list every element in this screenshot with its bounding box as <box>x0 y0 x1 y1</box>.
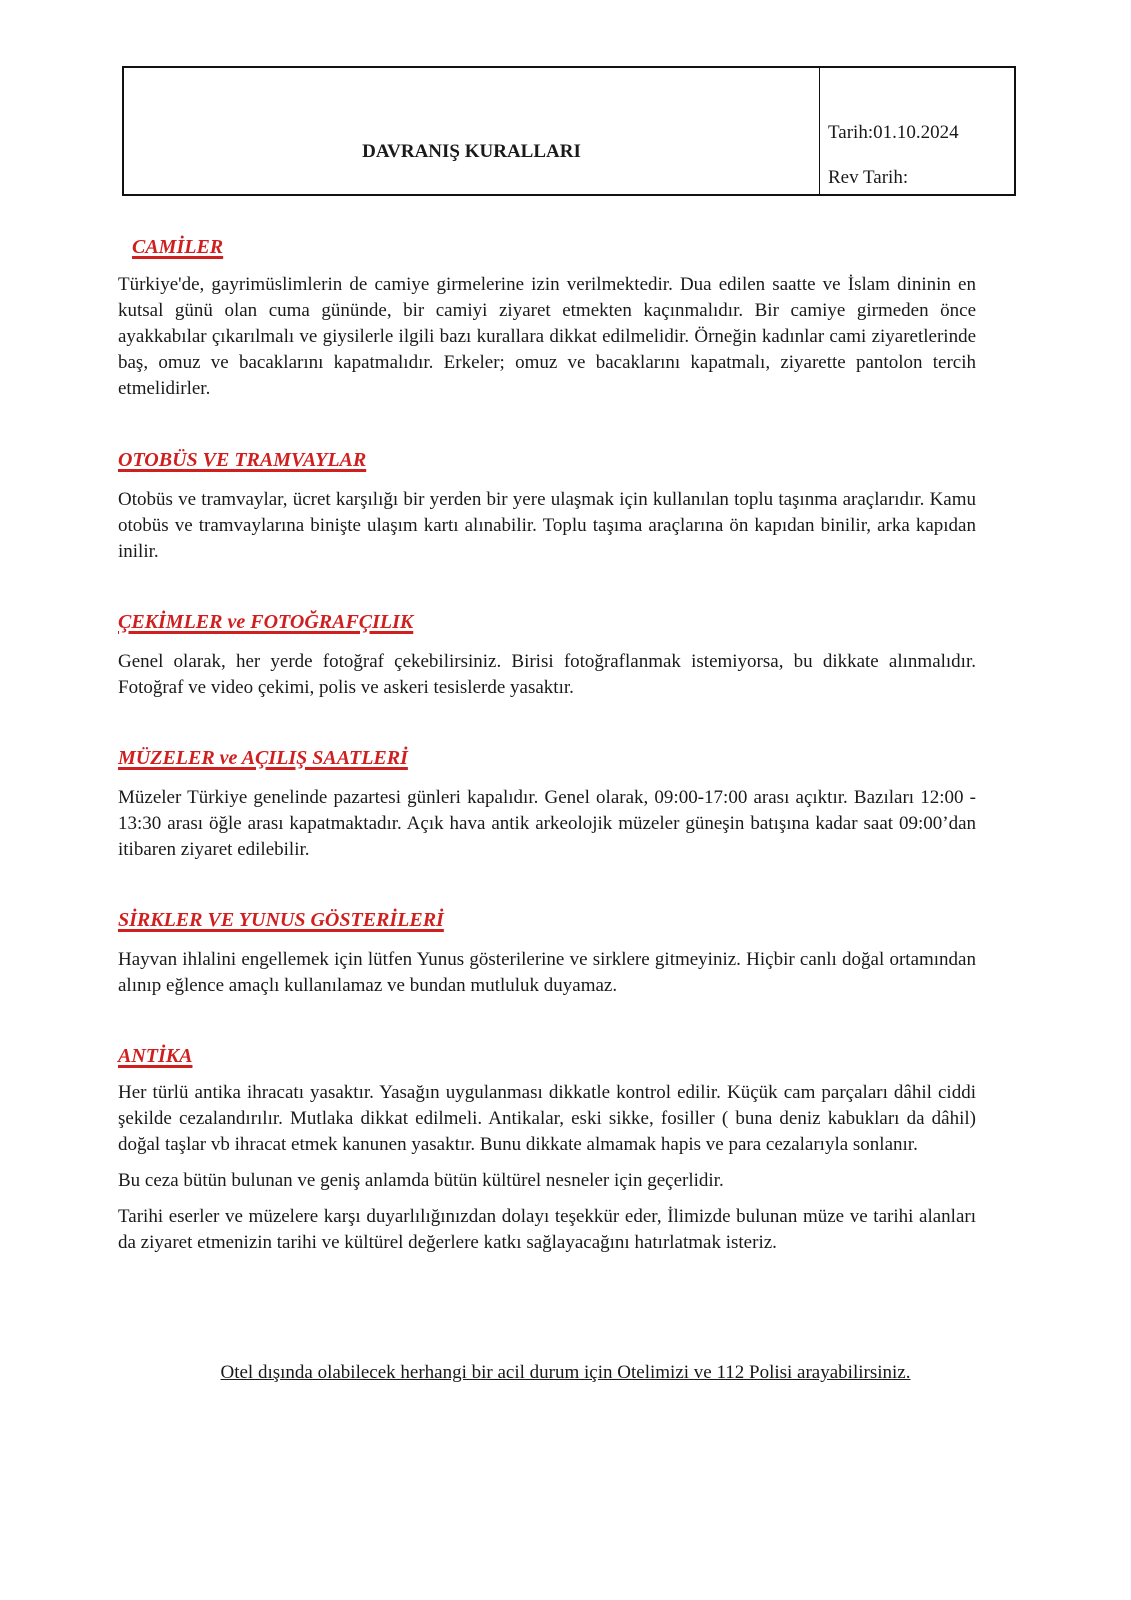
section-paragraph: Her türlü antika ihracatı yasaktır. Yasağın uygulanması dikkatle kontrol edilir. Küçük cam parçaları dâhil ciddi şekilde cezalandırılır. Mutlaka dikkat edilmeli. Antikalar, eski sikke, fosiller ( buna deniz kabukları da dâhil) doğal taşlar vb ihracat etmek kanunen yasaktır. Bunu dikkate almamak hapis ve para cezalarıyla sonlanır. <box>118 1082 976 1155</box>
section-paragraph: Bu ceza bütün bulunan ve geniş anlamda bütün kültürel nesneler için geçerlidir. <box>118 1170 724 1191</box>
section-heading: SİRKLER VE YUNUS GÖSTERİLERİ <box>118 909 444 931</box>
section-paragraph: Türkiye'de, gayrimüslimlerin de camiye girmelerine izin verilmektedir. Dua edilen saatte ve İslam dininin en kutsal günü olan cuma gününde, bir camiyi ziyaret etmekten kaçınmalıdır. Bir camiye girmeden önce ayakkabılar çıkarılmalı ve giysilerle ilgili bazı kurallara dikkat edilmelidir. Örneğin kadınlar cami ziyaretlerinde baş, omuz ve bacaklarını kapatmalıdır. Erkeler; omuz ve bacaklarını kapatmalı, ziyarette pantolon tercih etmelidirler. <box>118 274 976 399</box>
section-heading: ANTİKA <box>118 1045 193 1067</box>
section-otobus <box>118 449 976 575</box>
section-heading: OTOBÜS VE TRAMVAYLAR <box>118 449 367 471</box>
section-paragraph: Otobüs ve tramvaylar, ücret karşılığı bir yerden bir yere ulaşmak için kullanılan toplu taşınma araçlarıdır. Kamu otobüs ve tramvaylarına binişte ulaşım kartı alınabilir. Toplu taşıma araçlarına ön kapıdan binilir, arka kapıdan inilir. <box>118 489 976 562</box>
section-paragraph: Müzeler Türkiye genelinde pazartesi günleri kapalıdır. Genel olarak, 09:00-17:00 arası açıktır. Bazıları 12:00 - 13:30 arası öğle arası kapatmaktadır. Açık hava antik arkeolojik müzeler güneşin batışına kadar saat 09:00’dan itibaren ziyaret edilebilir. <box>118 787 976 860</box>
document-date: Tarih:01.10.2024 <box>828 122 959 143</box>
section-muzeler <box>118 747 976 873</box>
revision-date: Rev Tarih: <box>828 167 909 188</box>
section-paragraph: Genel olarak, her yerde fotoğraf çekebilirsiniz. Birisi fotoğraflanmak istemiyorsa, bu dikkate alınmalıdır. Fotoğraf ve video çekimi, polis ve askeri tesislerde yasaktır. <box>118 651 976 698</box>
section-heading: MÜZELER ve AÇILIŞ SAATLERİ <box>118 747 408 769</box>
section-paragraph: Hayvan ihlalini engellemek için lütfen Yunus gösterilerine ve sirklere gitmeyiniz. Hiçbir canlı doğal ortamından alınıp eğlence amaçlı kullanılamaz ve bundan mutluluk duyamaz. <box>118 949 976 996</box>
section-paragraph: Tarihi eserler ve müzelere karşı duyarlılığınızdan dolayı teşekkür eder, İlimizde bulunan müze ve tarihi alanları da ziyaret etmenizin tarihi ve kültürel değerlere katkı sağlayacağını hatırlatmak isteriz. <box>118 1206 976 1253</box>
section-camiler <box>132 236 976 268</box>
emergency-note: Otel dışında olabilecek herhangi bir acil durum için Otelimizi ve 112 Polisi arayabilirsiniz. <box>220 1362 911 1383</box>
section-camiler-body <box>118 272 976 412</box>
section-heading: ÇEKİMLER ve FOTOĞRAFÇILIK <box>118 611 414 633</box>
section-antika <box>118 1045 976 1266</box>
section-heading: CAMİLER <box>132 236 224 258</box>
section-sirkler <box>118 909 976 1009</box>
section-cekimler <box>118 611 976 711</box>
document-title: DAVRANIŞ KURALLARI <box>124 68 820 194</box>
document-meta <box>820 68 1014 194</box>
document-header <box>122 66 1016 196</box>
